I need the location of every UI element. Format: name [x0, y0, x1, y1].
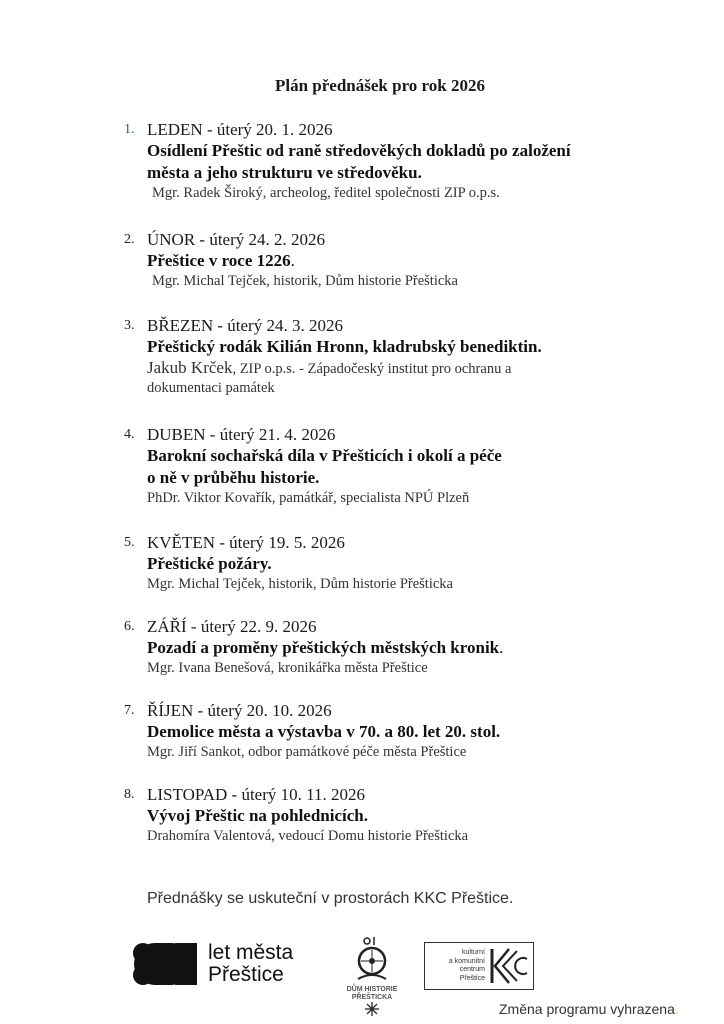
lecture-speaker: Mgr. Jiří Sankot, odbor památkové péče města Přeštice: [147, 744, 467, 760]
speaker-affiliation: , ZIP o.p.s. - Západočeský institut pro ochranu a: [232, 361, 512, 377]
page-title: Plán přednášek pro rok 2026: [274, 76, 486, 95]
lecture-date: LISTOPAD - úterý 10. 11. 2026: [147, 785, 366, 804]
disclaimer-dot: .: [674, 1001, 679, 1017]
item-number: 4.: [124, 427, 135, 442]
lecture-topic: Přeštický rodák Kilián Hronn, kladrubský benediktin.: [147, 337, 542, 356]
kkc-mark-icon: [489, 947, 529, 985]
lecture-topic: Osídlení Přeštic od raně středověkých dokladů po založení: [147, 141, 571, 160]
dum-logo-line2: PŘEŠTICKA: [351, 994, 393, 1001]
lecture-date: DUBEN - úterý 21. 4. 2026: [147, 425, 336, 444]
city-logo-mark-icon: [133, 942, 199, 986]
lecture-item: [124, 425, 664, 508]
lecture-date: KVĚTEN - úterý 19. 5. 2026: [147, 533, 345, 552]
kkc-line: Přeštice: [459, 974, 485, 982]
dum-historie-logo: [336, 935, 408, 1015]
lecture-topic: Barokní sochařská díla v Přešticích i okolí a péče: [147, 446, 502, 465]
kkc-logo-text: [449, 949, 485, 983]
speaker-name: Jakub Krček: [147, 358, 233, 377]
item-number: 6.: [124, 619, 135, 634]
disclaimer-text: Změna programu vyhrazena: [499, 1001, 675, 1017]
lecture-speaker: Mgr. Michal Tejček, historik, Dům historie Přešticka: [152, 273, 458, 289]
program-change-disclaimer: [499, 1001, 679, 1017]
item-number: 1.: [124, 122, 135, 137]
lecture-speaker: Mgr. Radek Široký, archeolog, ředitel společnosti ZIP o.p.s.: [152, 185, 500, 201]
lecture-topic: Demolice města a výstavba v 70. a 80. let 20. stol.: [147, 722, 501, 741]
city-logo-line1: let města: [208, 941, 294, 964]
city-logo-line2: Přeštice: [208, 963, 284, 986]
lecture-date: ŘÍJEN - úterý 20. 10. 2026: [147, 701, 332, 720]
wheel-emblem-icon: [352, 935, 392, 981]
lecture-item: [124, 533, 664, 594]
lecture-speaker: [147, 358, 664, 379]
item-number: 2.: [124, 232, 135, 247]
item-number: 8.: [124, 787, 135, 802]
lecture-topic-cont: o ně v průběhu historie.: [147, 468, 320, 487]
dum-logo-line1: DŮM HISTORIE: [346, 986, 398, 993]
venue-note: Přednášky se uskuteční v prostorách KKC Přeštice.: [147, 890, 514, 907]
lecture-date: BŘEZEN - úterý 24. 3. 2026: [147, 316, 343, 335]
lecture-topic-cont: města a jeho strukturu ve středověku.: [147, 163, 422, 182]
city-anniversary-logo: [133, 942, 313, 992]
lecture-speaker: Drahomíra Valentová, vedoucí Domu historie Přešticka: [147, 828, 469, 844]
kkc-logo: [424, 942, 534, 990]
item-number: 7.: [124, 703, 135, 718]
kkc-line: kulturní: [462, 949, 485, 956]
lecture-date: ÚNOR - úterý 24. 2. 2026: [147, 230, 326, 249]
flower-ornament-icon: [365, 1002, 379, 1016]
lecture-topic: Vývoj Přeštic na pohlednicích.: [147, 806, 368, 825]
lecture-item: [124, 785, 664, 846]
lecture-date: ZÁŘÍ - úterý 22. 9. 2026: [147, 617, 317, 636]
lecture-item: [124, 120, 664, 203]
city-logo-text: [208, 942, 293, 986]
lecture-topic: Pozadí a proměny přeštických městských kronik: [147, 638, 500, 657]
kkc-line: a komunitní: [448, 957, 485, 965]
item-number: 3.: [124, 318, 135, 333]
lecture-date: LEDEN - úterý 20. 1. 2026: [147, 120, 333, 139]
lecture-item: [124, 701, 664, 762]
topic-suffix: .: [290, 251, 295, 270]
lecture-item: [124, 316, 664, 398]
item-number: 5.: [124, 535, 135, 550]
lecture-item: [124, 617, 664, 678]
lecture-topic-row: [147, 250, 664, 272]
lecture-speaker: Mgr. Ivana Benešová, kronikářka města Přeštice: [147, 660, 428, 676]
lecture-speaker-cont: dokumentaci památek: [147, 380, 275, 396]
lecture-topic: Přeštice v roce 1226: [147, 251, 291, 270]
lecture-topic: Přeštické požáry.: [147, 554, 272, 573]
lecture-speaker: Mgr. Michal Tejček, historik, Dům historie Přešticka: [147, 576, 453, 592]
kkc-line: centrum: [459, 966, 485, 973]
lecture-speaker: PhDr. Viktor Kovařík, památkář, specialista NPÚ Plzeň: [147, 490, 470, 506]
lecture-item: [124, 230, 664, 291]
lecture-topic-row: [147, 637, 664, 659]
topic-suffix: .: [499, 638, 504, 657]
